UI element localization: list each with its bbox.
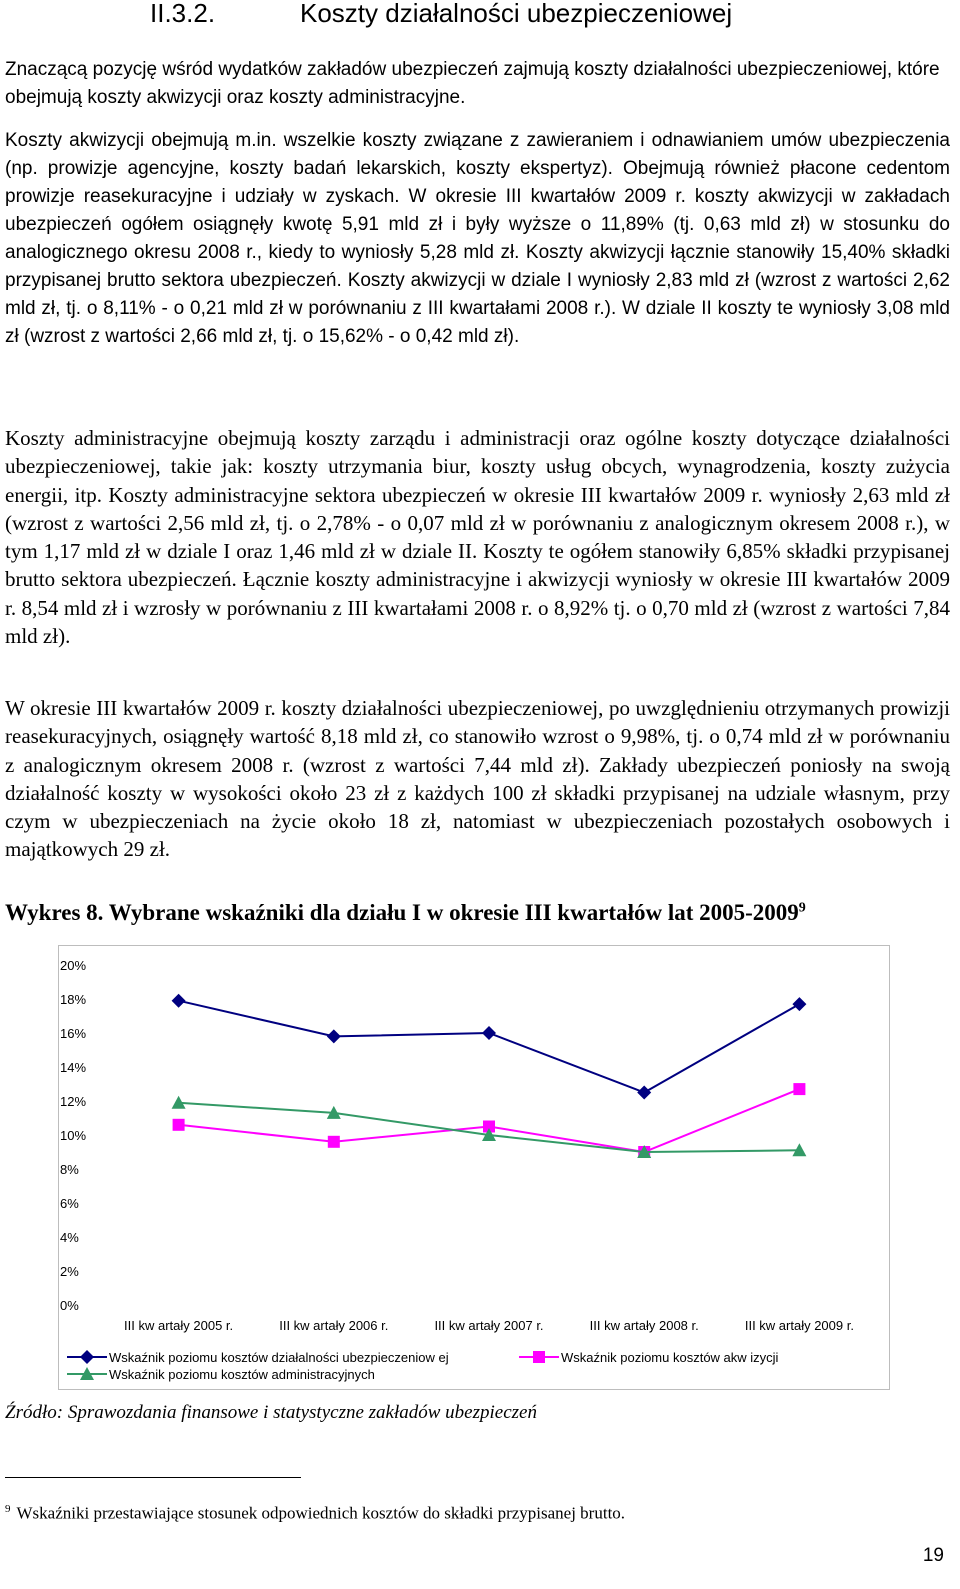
y-tick-label: 18%	[60, 992, 87, 1007]
chart-container	[58, 945, 890, 1390]
paragraph-total-costs: W okresie III kwartałów 2009 r. koszty działalności ubezpieczeniowej, po uwzględnieniu otrzymanych prowizji reasekuracyjnych, osiągnęły wartość 8,18 mld zł, co stanowiło wzrost o 9,98%, tj. o 0,74 mld zł w porównaniu z analogicznym okresem 2008 r. (wzrost z wartości 7,44 mld zł). Zakłady ubezpieczeń poniosły na swoją działalność koszty w wysokości około 23 zł z każdych 100 zł składki przypisanej na udziale własnym, przy czym w ubezpieczeniach na życie około 18 zł, natomiast w ubezpieczeniach pozostałych osobowych i majątkowych 29 zł.	[5, 696, 950, 862]
data-point-marker	[327, 1029, 341, 1043]
figure-caption	[5, 900, 950, 926]
y-tick-label: 8%	[60, 1162, 79, 1177]
page-number: 19	[922, 1545, 944, 1566]
data-point-marker	[482, 1026, 496, 1040]
y-tick-label: 6%	[60, 1196, 79, 1211]
line-chart	[59, 946, 889, 1389]
footnote-reference: 9	[798, 900, 806, 916]
section-heading	[150, 0, 732, 29]
data-point-marker	[792, 997, 806, 1011]
footnote-text: Wskaźniki przestawiające stosunek odpowiednich kosztów do składki przypisanej brutto.	[16, 1503, 626, 1523]
x-tick-label: III kw artały 2009 r.	[744, 1318, 854, 1333]
y-tick-label: 10%	[60, 1128, 87, 1143]
y-tick-label: 2%	[60, 1264, 79, 1279]
data-point-marker	[80, 1350, 94, 1364]
x-tick-label: III kw artały 2006 r.	[279, 1318, 389, 1333]
legend-label: Wskaźnik poziomu kosztów akw izycji	[561, 1350, 779, 1365]
figure-caption-text: Wykres 8. Wybrane wskaźniki dla działu I w okresie III kwartałów lat 2005-2009	[5, 900, 799, 925]
paragraph-acquisition-costs: Koszty akwizycji obejmują m.in. wszelkie koszty związane z zawieraniem i odnawianiem umów ubezpieczenia (np. prowizje agencyjne, koszty badań lekarskich, koszty ekspertyz). Obejmują również płacone cedentom prowizje reasekuracyjne i udziały w zyskach. W okresie III kwartałów 2009 r. koszty akwizycji w zakładach ubezpieczeń ogółem osiągnęły kwotę 5,91 mld zł i były wyższe o 11,89% (tj. 0,63 mld zł) w stosunku do analogicznego okresu 2008 r., kiedy to wyniosły 5,28 mld zł. Koszty akwizycji łącznie stanowiły 15,40% składki przypisanej brutto sektora ubezpieczeń. Koszty akwizycji w dziale I wyniosły 2,83 mld zł (wzrost z wartości 2,62 mld zł, tj. o 8,11% - o 0,21 mld zł w porównaniu z III kwartałami 2008 r.). W dziale II koszty te wyniosły 3,08 mld zł (wzrost z wartości 2,66 mld zł, tj. o 15,62% - o 0,42 mld zł).	[5, 130, 950, 347]
data-point-marker	[533, 1351, 545, 1363]
section-number: II.3.2.	[150, 0, 216, 28]
data-point-marker	[173, 1119, 185, 1131]
legend-label: Wskaźnik poziomu kosztów administracyjnych	[109, 1367, 375, 1382]
y-tick-label: 20%	[60, 958, 87, 973]
y-tick-label: 16%	[60, 1026, 87, 1041]
series-line	[179, 1001, 800, 1093]
legend-label: Wskaźnik poziomu kosztów działalności ubezpieczeniow ej	[109, 1350, 449, 1365]
y-tick-label: 12%	[60, 1094, 87, 1109]
section-title: Koszty działalności ubezpieczeniowej	[300, 0, 733, 28]
y-tick-label: 14%	[60, 1060, 87, 1075]
data-point-marker	[172, 994, 186, 1008]
paragraph-intro: Znaczącą pozycję wśród wydatków zakładów ubezpieczeń zajmują koszty działalności ubezpieczeniowej, które obejmują koszty akwizycji oraz koszty administracyjne.	[5, 59, 940, 108]
data-point-marker	[637, 1086, 651, 1100]
x-tick-label: III kw artały 2008 r.	[589, 1318, 699, 1333]
y-tick-label: 0%	[60, 1298, 79, 1313]
data-point-marker	[793, 1083, 805, 1095]
data-point-marker	[328, 1136, 340, 1148]
paragraph-administrative-costs: Koszty administracyjne obejmują koszty zarządu i administracji oraz ogólne koszty dotyczące działalności ubezpieczeniowej, takie jak: koszty utrzymania biur, koszty usług obcych, wynagrodzenia, koszty zużycia energii, itp. Koszty administracyjne sektora ubezpieczeń w okresie III kwartałów 2009 r. wyniosły 2,63 mld zł (wzrost z wartości 2,56 mld zł, tj. o 2,78% - o 0,07 mld zł w porównaniu z analogicznym okresem 2008 r.), w tym 1,17 mld zł w dziale I oraz 1,46 mld zł w dziale II. Koszty te ogółem stanowiły 6,85% składki przypisanej brutto sektora ubezpieczeń. Łącznie koszty administracyjne i akwizycji wyniosły w okresie III kwartałów 2009 r. 8,54 mld zł i wzrosły w porównaniu z III kwartałami 2008 r. o 8,92% tj. o 0,70 mld zł (wzrost z wartości 7,84 mld zł).	[5, 426, 950, 649]
footnote-number: 9	[5, 1503, 11, 1515]
source-note: Źródło: Sprawozdania finansowe i statystyczne zakładów ubezpieczeń	[5, 1402, 537, 1423]
y-tick-label: 4%	[60, 1230, 79, 1245]
footnote-divider	[5, 1477, 301, 1478]
x-tick-label: III kw artały 2007 r.	[434, 1318, 544, 1333]
footnote	[5, 1503, 625, 1524]
x-tick-label: III kw artały 2005 r.	[124, 1318, 234, 1333]
